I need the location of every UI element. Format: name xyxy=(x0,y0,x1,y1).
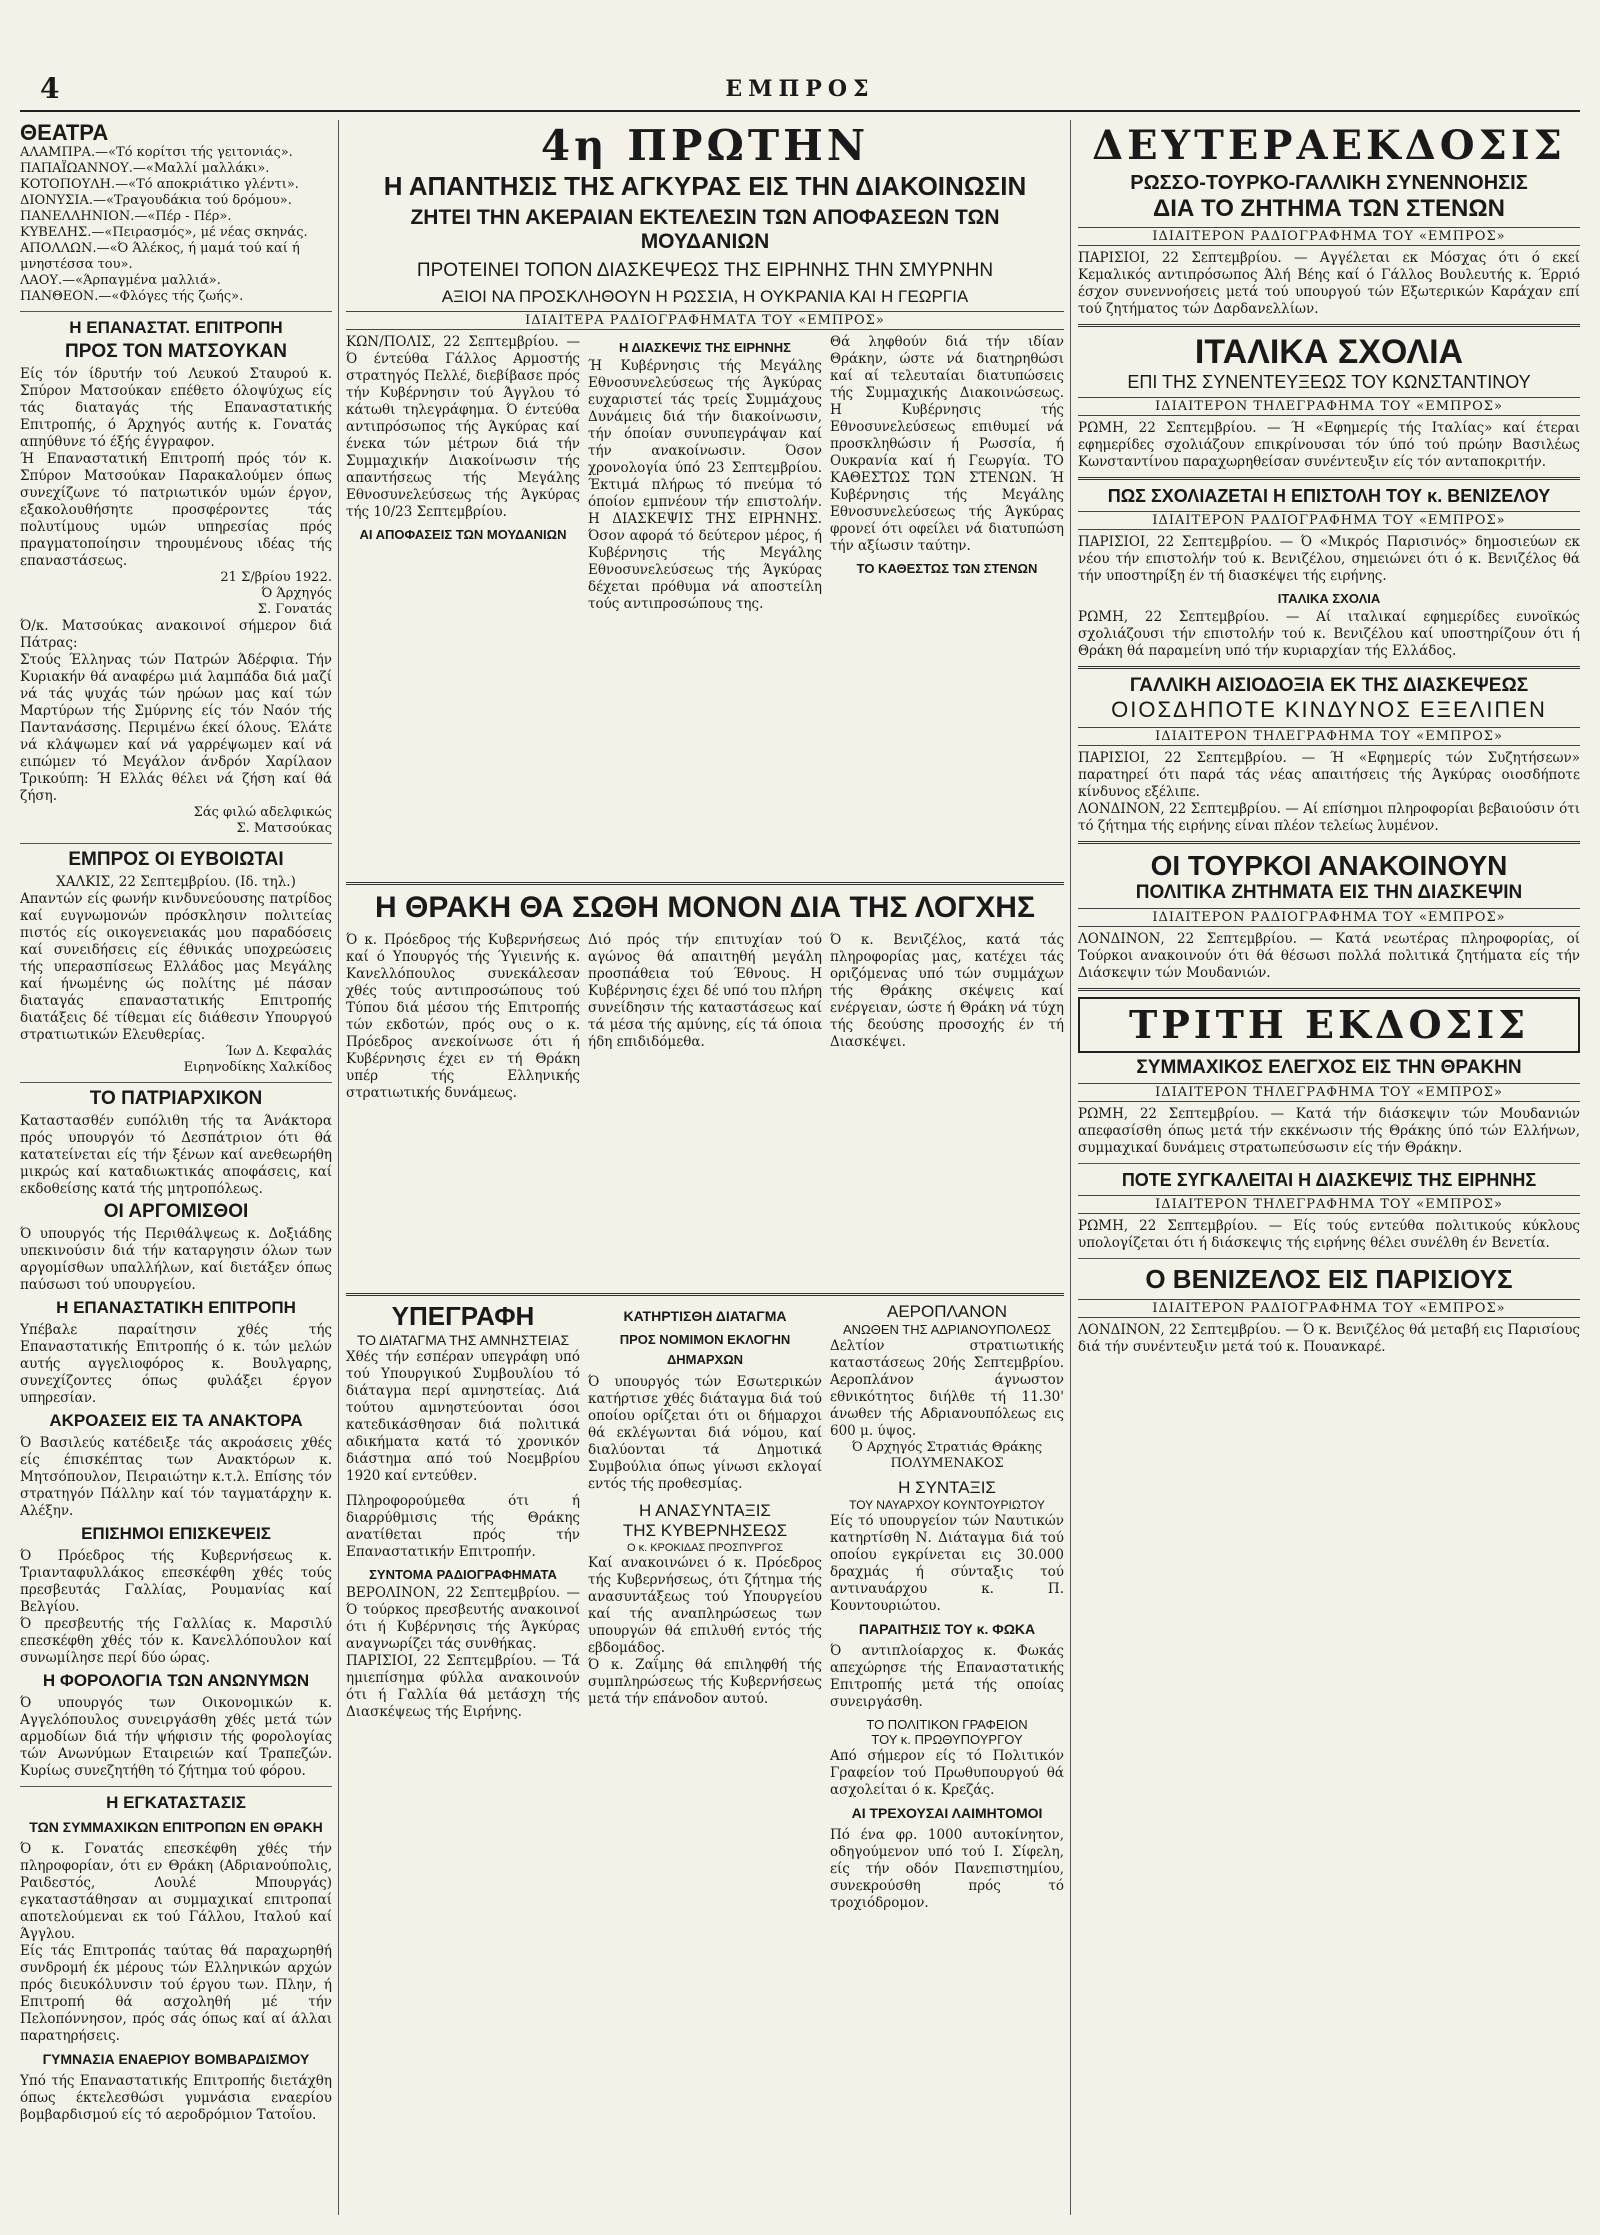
article-body: Χθές τήν εσπέραν υπεγράφη υπό τού Υπουργικού Συμβουλίου τό διάταγμα περί αμνηστείας. Διά τούτου αμνηστεύονται όσοι κατεδικάσθησαν διά πολιτικά αδικήματα κατά τό χρονικόν διάστημα από τού Νοεμβρίου 1920 καί εντεύθεν. xyxy=(346,1348,580,1484)
article-body: Υπέβαλε παραίτησιν χθές τής Επαναστατικής Επιτροπής ό κ. τών μελών αυτής αγγελιοφόρος κ. Βουλγαρης, συνεχίζοντες όπως φυλάξει έργον υπηρεσίαν. xyxy=(20,1322,332,1407)
signature: Ειρηνοδίκης Χαλκίδος xyxy=(183,1060,332,1076)
credit-line: ΙΔΙΑΙΤΕΡΟΝ ΤΗΛΕΓΡΑΦΗΜΑ ΤΟΥ «ΕΜΠΡΟΣ» xyxy=(1078,1195,1580,1214)
article-title: Ο ΒΕΝΙΖΕΛΟΣ ΕΙΣ ΠΑΡΙΣΙΟΥΣ xyxy=(1145,1263,1513,1294)
article-title: ΟΙ ΤΟΥΡΚΟΙ ΑΝΑΚΟΙΝΟΥΝ xyxy=(1150,850,1508,882)
article-title: ΓΑΛΛΙΚΗ ΑΙΣΙΟΔΟΞΙΑ ΕΚ ΤΗΣ ΔΙΑΣΚΕΨΕΩΣ xyxy=(1129,674,1529,696)
article-title: Ο κ. ΚΡΟΚΙΔΑΣ ΠΡΟΣΠΥΡΓΟΣ xyxy=(626,1541,784,1554)
credit-line: ΙΔΙΑΙΤΕΡΑ ΡΑΔΙΟΓΡΑΦΗΜΑΤΑ ΤΟΥ «ΕΜΠΡΟΣ» xyxy=(346,311,1064,330)
article-body: ΡΩΜΗ, 22 Σεπτεμβρίου. — Αί ιταλικαί εφημερίδες ευνοϊκώς σχολιάζουσι τήν επιστολήν τού κ. Βενιζέλου καί υποστηρίζουν ότι ή Θράκη θά παραμείνη υπό τήν κυριαρχίαν τής Ελλάδος. xyxy=(1078,608,1580,659)
signature: Ό Αρχηγός Στρατιάς Θράκης xyxy=(851,1439,1043,1455)
article-title: ΙΤΑΛΙΚΑ ΣΧΟΛΙΑ xyxy=(1194,332,1464,371)
dateline: ΧΑΛΚΙΣ, 22 Σεπτεμβρίου. (Ιδ. τηλ.) xyxy=(56,874,296,891)
subhead: ΑΙ ΑΠΟΦΑΣΕΙΣ ΤΩΝ ΜΟΥΔΑΝΙΩΝ xyxy=(359,527,567,543)
list-item: ΠΑΝΕΛΛΗΝΙΟΝ.—«Πέρ - Πέρ». xyxy=(20,209,232,225)
credit-line: ΙΔΙΑΙΤΕΡΟΝ ΤΗΛΕΓΡΑΦΗΜΑ ΤΟΥ «ΕΜΠΡΟΣ» xyxy=(1078,397,1580,416)
headline-sub: ΑΞΙΟΙ ΝΑ ΠΡΟΣΚΛΗΘΟΥΝ Η ΡΩΣΣΙΑ, Η ΟΥΚΡΑΝΙΑ ΚΑΙ Η ΓΕΩΡΓΙΑ xyxy=(441,286,969,306)
subhead: ΙΤΑΛΙΚΑ ΣΧΟΛΙΑ xyxy=(1277,590,1381,606)
signature: ΠΟΛΥΜΕΝΑΚΟΣ xyxy=(890,1455,1004,1471)
article-title: Η ΕΠΑΝΑΣΤΑΤ. ΕΠΙΤΡΟΠΗ xyxy=(69,318,283,338)
second-edition-banner: ΔΕΥΤΕΡΑΕΚΔΟΣΙΣ xyxy=(1092,122,1566,169)
article-body: ΚΩΝ/ΠΟΛΙΣ, 22 Σεπτεμβρίου. — Ό έντεύθα Γάλλος Αρμοστής στρατηγός Πελλέ, διεβίβασε πρός τήν Κυβέρνησιν τού Άγγλου τό κάτωθι τηλεγράφημα. Ό έντεύθα αντιπρόσωπος τής Άγκύρας καί ένεκα τών μέτρων διά τήν Συμμαχικήν Διακοίνωσιν τής απαντήσεως τής Μεγάλης Εθνοσυνελεύσεως τής Άγκύρας τής 10/23 Σεπτεμβρίου. xyxy=(346,334,580,521)
article-body: Υπό τής Επαναστατικής Επιτροπής διετάχθη όπως έκτελεσθώσι γυμνάσια εναερίου βομβαρδισμού είς τό αεροδρόμιον Τατοΐου. xyxy=(20,2073,332,2124)
article-title: ΤΩΝ ΣΥΜΜΑΧΙΚΩΝ ΕΠΙΤΡΟΠΩΝ ΕΝ ΘΡΑΚΗ xyxy=(29,1819,323,1836)
article-body: Καταστασθέν ευπόλιθη τής τα Άνάκτορα πρός υπουργόν τό Δεσπάτριον ότι θά κατατείνεται είς τήν ξένων καί ανεθεωρήθη μικρώς καί καταδιωκτικάς αποφάσεις, καί εκδοθείσης κατά τής μητροπόλεως. xyxy=(20,1113,332,1198)
article-title: ΔΙΑ ΤΟ ΖΗΤΗΜΑ ΤΩΝ ΣΤΕΝΩΝ xyxy=(1153,195,1505,222)
article-body: Ή Επαναστατική Επιτροπή πρός τόν κ. Σπύρον Ματσούκαν Παρακαλούμεν όπως συνεχίζωνε τό πατριωτικόν υμών έργον, εξακολουθήσητε προσφέροντες τάς πολυτίμους υμών υπηρεσίας πρός πραγματοποίησιν τηρουμένους ιδέας τής επαναστάσεως. xyxy=(20,451,332,570)
third-edition-banner: ΤΡΙΤΗ ΕΚΔΟΣΙΣ xyxy=(1078,997,1580,1053)
article-title: ΑΕΡΟΠΛΑΝΟΝ xyxy=(887,1301,1007,1321)
page-number: 4 xyxy=(40,72,60,105)
article-title: ΤΟ ΠΑΤΡΙΑΡΧΙΚΟΝ xyxy=(89,1088,263,1110)
credit-line: ΙΔΙΑΙΤΕΡΟΝ ΡΑΔΙΟΓΡΑΦΗΜΑ ΤΟΥ «ΕΜΠΡΟΣ» xyxy=(1078,1299,1580,1318)
paper-name: ΕΜΠΡΟΣ xyxy=(725,76,875,102)
article-body: ΛΟΝΔΙΝΟΝ, 22 Σεπτεμβρίου. — Ό κ. Βενιζέλος θά μεταβή εις Παρισίους διά τήν συνέντευξιν μετά τού κ. Πουανκαρέ. xyxy=(1078,1321,1580,1355)
article-body: Από σήμερον είς τό Πολιτικόν Γραφείον τού Πρωθυπουργού θά ασχολείται ό κ. Κρεζάς. xyxy=(830,1747,1064,1798)
article-body: ΠΑΡΙΣΙΟΙ, 22 Σεπτεμβρίου. — Ό «Μικρός Παρισινός» δημοσιεύων εκ νέου τήν επιστολήν τού κ. Βενιζέλου, σημειώνει ότι ό κ. Βενιζέλος θά τήν υποστηρίξη έν τή διασκέψει τής ειρήνης. xyxy=(1078,533,1580,584)
article-body: ΡΩΜΗ, 22 Σεπτεμβρίου. — Είς τούς εντεύθα πολιτικούς κύκλους υπολογίζεται ότι ή διάσκεψις τής ειρήνης θέλει συνέλθη έν Βενετία. xyxy=(1078,1217,1580,1251)
article-body: Ό κ. Ζαΐμης θά επιληφθή τής συμπληρώσεως τής Κυβερνήσεως μετά τήν επάνοδον αυτού. xyxy=(588,1656,822,1707)
article-body: Ό Βασιλεύς κατέδειξε τάς ακροάσεις χθές είς έπισκέπτας των Ανακτόρων κ. Μητσόπουλον, Πειραιώτην κ.τ.λ. Επίσης τόν στρατηγόν Πάλλην καί τόν ταγματάρχην κ. Αλέξην. xyxy=(20,1435,332,1520)
article-title: ΠΡΟΣ ΤΟΝ ΜΑΤΣΟΥΚΑΝ xyxy=(65,341,287,363)
article-body: Καί ανακοινώνει ό κ. Πρόεδρος τής Κυβερνήσεως, ότι ζήτημα τής ανασυντάξεως τού Υπουργείου καί τής αναπληρώσεως των υπουργών θά επιλυθή εντός τής εβδομάδος. xyxy=(588,1554,822,1656)
signature: Σ. Γονατάς xyxy=(257,602,332,618)
article-title: Η ΕΓΚΑΤΑΣΤΑΣΙΣ xyxy=(106,1793,246,1813)
article-title: ΕΠΙΣΗΜΟΙ ΕΠΙΣΚΕΨΕΙΣ xyxy=(81,1524,271,1544)
subhead: ΤΟ ΚΑΘΕΣΤΩΣ ΤΩΝ ΣΤΕΝΩΝ xyxy=(856,561,1038,577)
article-title: ΤΟΥ κ. ΠΡΩΘΥΠΟΥΡΓΟΥ xyxy=(871,1732,1023,1748)
article-body: Ή Κυβέρνησις τής Μεγάλης Εθνοσυνελεύσεως τής Άγκύρας ευχαριστεί τάς τρείς Συμμάχους Δυνάμεις διά τήν διακοίνωσιν, τήν όποίαν συνυπεγράψαν καί τήν ανακοίνωσιν. Όσον χρονολογία ύπό 23 Σεπτεμβρίου. Έκτιμά πλήρως τό πνεύμα τό όποίον εμπνέουν τήν επιστολήν. Η ΔΙΑΣΚΕΨΙΣ ΤΗΣ ΕΙΡΗΝΗΣ. Όσον αφορά τό δεύτερον μέρος, ή Κυβέρνησις τής Μεγάλης Εθνοσυνελεύσεως τής Άγκύρας δέχεται πρόθυμα νά αποστείλη τούς αντιπροσώπους της. xyxy=(588,358,822,613)
article-body: Θά ληφθούν διά τήν ιδίαν Θράκην, ώστε νά διατηρηθώσι καί αί τελευταίαι διατυπώσεις τής Συμμαχικής Διακοινώσεως. Η Κυβέρνησις τής Εθνοσυνελεύσεως επιθυμεί νά προσκληθώσιν ή Ρωσσία, ή Ουκρανία καί ή Γεωργία. ΤΟ ΚΑΘΕΣΤΩΣ ΤΩΝ ΣΤΕΝΩΝ. Ή Κυβέρνησις τής Μεγάλης Εθνοσυνελεύσεως τής Άγκύρας φρονεί ότι οφείλει νά διατυπώση τήν αξίωσιν ταύτην. xyxy=(830,334,1064,555)
article-body: Ό υπουργός τής Περιθάλψεως κ. Δοξιάδης υπεκινούσιν διά τήν καταργησιν όλων των αργομίσθων υπαλλήλων, καί διετάξεν όπως παύσωσι τού υπουργείου. xyxy=(20,1226,332,1294)
credit-line: ΙΔΙΑΙΤΕΡΟΝ ΡΑΔΙΟΓΡΑΦΗΜΑ ΤΟΥ «ΕΜΠΡΟΣ» xyxy=(1078,227,1580,246)
credit-line: ΙΔΙΑΙΤΕΡΟΝ ΤΗΛΕΓΡΑΦΗΜΑ ΤΟΥ «ΕΜΠΡΟΣ» xyxy=(1078,1083,1580,1102)
article-title: ΚΑΤΗΡΤΙΣΘΗ ΔΙΑΤΑΓΜΑ xyxy=(623,1307,787,1324)
article-body: Πληροφορούμεθα ότι ή διαρρύθμισις τής Θράκης ανατίθεται πρός τήν Επαναστατικήν Επιτροπήν. xyxy=(346,1492,580,1560)
list-item: ΔΙΟΝΥΣΙΑ.—«Τραγουδάκια τού δρόμου». xyxy=(20,193,292,209)
article-body: Ό υπουργός των Οικονομικών κ. Αγγελόπουλος συνειργάσθη χθές μετά τών αρμοδίων διά τήν ψήφισιν τής φορολογίας τών Ανωνύμων Εταιρειών καί Τραπεζών. Κυρίως συνεζητήθη τό ζήτημα τού φόρου. xyxy=(20,1695,332,1780)
list-item: ΚΥΒΕΛΗΣ.—«Πειρασμός», μέ νέας σκηνάς. xyxy=(20,225,308,241)
article-body: ΠΑΡΙΣΙΟΙ, 22 Σεπτεμβρίου. — Ή «Εφημερίς τών Συζητήσεων» παρατηρεί ότι παρά τάς νέας απαιτήσεις τής Άγκύρας οιοσδήποτε κίνδυνος εξέλιπε. xyxy=(1078,750,1580,801)
lower-center xyxy=(346,1302,1064,1912)
center-banner: 4η ΠΡΩΤΗΝ xyxy=(540,121,870,170)
list-item: ΚΟΤΟΠΟΥΛΗ.—«Τό αποκριάτικο γλέντι». xyxy=(20,177,299,193)
left-column xyxy=(20,120,332,2215)
article-body: ΠΑΡΙΣΙΟΙ, 22 Σεπτεμβρίου. — Τά ημιεπίσημα φύλλα ανακοινούν ότι ή Γαλλία θά μετάσχη τής Διασκέψεως τής Ειρήνης. xyxy=(346,1652,580,1720)
article-title: ΠΡΟΣ ΝΟΜΙΜΟΝ ΕΚΛΟΓΗΝ ΔΗΜΑΡΧΩΝ xyxy=(619,1331,791,1367)
theatres-title: ΘΕΑΤΡΑ xyxy=(20,120,109,145)
list-item: ΛΑΟΥ.—«Άρπαγμένα μαλλιά». xyxy=(20,273,221,289)
credit-line: ΙΔΙΑΙΤΕΡΟΝ ΡΑΔΙΟΓΡΑΦΗΜΑ ΤΟΥ «ΕΜΠΡΟΣ» xyxy=(1078,511,1580,530)
thrace-article xyxy=(346,932,1064,1287)
article-body: Ό κ. Βενιζέλος, κατά τάς πληροφορίας μας, κατέχει τάς οριζόμενας υπό τών συμμάχων τής Θράκης σκέψεις καί ενέργειαν, ώστε ή Θράκη νά τύχη τής δεούσης προσοχής έν τή Διασκέψει. xyxy=(830,931,1064,1050)
list-item: ΠΑΠΑΪΩΑΝΝΟΥ.—«Μαλλί μαλλάκι». xyxy=(20,161,270,177)
article-title: ΑΝΩΘΕΝ ΤΗΣ ΑΔΡΙΑΝΟΥΠΟΛΕΩΣ xyxy=(842,1322,1052,1338)
right-column xyxy=(1078,120,1580,2215)
credit-line: ΙΔΙΑΙΤΕΡΟΝ ΤΗΛΕΓΡΑΦΗΜΑ ΤΟΥ «ΕΜΠΡΟΣ» xyxy=(1078,727,1580,746)
article-body: ΡΩΜΗ, 22 Σεπτεμβρίου. — Ή «Εφημερίς τής Ιταλίας» καί έτεραι εφημερίδες σχολιάζουν επικρίνουσαι τόν ύπό τού πρώην Βασιλέως Κωνσταντίνου παραχωρηθείσαν συνέντευξιν είς τόν ανταποκριτήν. xyxy=(1078,420,1580,471)
article-title: ΓΥΜΝΑΣΙΑ ΕΝΑΕΡΙΟΥ ΒΟΜΒΑΡΔΙΣΜΟΥ xyxy=(42,2051,310,2068)
article-title: ΕΜΠΡΟΣ ΟΙ ΕΥΒΟΙΩΤΑΙ xyxy=(68,849,284,871)
article-body: ΠΑΡΙΣΙΟΙ, 22 Σεπτεμβρίου. — Αγγέλεται εκ Μόσχας ότι ό εκεί Κεμαλικός αντιπρόσωπος Άλή Βέης καί ό Γάλλος Βουλευτής κ. Έρριό έσχον συνεννοήσεις μετά τού υπουργού τών Εξωτερικών Καράχαν επί τού ζητήματος τών Δαρδανελλίων. xyxy=(1078,249,1580,317)
signature: Ίων Δ. Κεφαλάς xyxy=(225,1044,332,1060)
signature: Ό Άρχηγός xyxy=(261,586,332,602)
article-body: Ό αντιπλοίαρχος κ. Φωκάς απεχώρησε τής Επαναστατικής Επιτροπής μετά τής οποίας συνειργάσθη. xyxy=(830,1642,1064,1710)
article-title: ΤΟ ΠΟΛΙΤΙΚΟΝ ΓΡΑΦΕΙΟΝ xyxy=(866,1716,1028,1732)
headline-sub: ΖΗΤΕΙ ΤΗΝ ΑΚΕΡΑΙΑΝ ΕΚΤΕΛΕΣΙΝ ΤΩΝ ΑΠΟΦΑΣΕΩΝ ΤΩΝ ΜΟΥΔΑΝΙΩΝ xyxy=(410,205,1000,254)
article-body: Είς τόν ίδρυτήν τού Λευκού Σταυρού κ. Σπύρον Ματσούκαν επέθετο όλοψύχως είς τάς διαταγάς τής Επαναστατικής Επιτροπής, ό Άρχηγός αυτής κ. Γονατάς απηύθυνε τό έξής έγγραφον. xyxy=(20,366,332,451)
article-body: Ό κ. Γονατάς επεσκέφθη χθές τήν πληροφορίαν, ότι εν Θράκη (Αδριανούπολις, Ραιδεστός, Λουλέ Μπουργάς) εγκαταστάθησαν αι συμμαχικαί επιτροπαί αποτελούμεναι εκ τού Γάλλου, Ιταλού καί Άγγλου. xyxy=(20,1841,332,1943)
article-title: Η ΑΝΑΣΥΝΤΑΞΙΣ xyxy=(639,1500,771,1520)
article-body: Ό Πρόεδρος τής Κυβερνήσεως κ. Τριανταφυλλάκος επεσκέφθη χθές τούς πρεσβευτάς Γαλλίας, Ρουμανίας καί Βελγίου. xyxy=(20,1548,332,1616)
article-body: ΛΟΝΔΙΝΟΝ, 22 Σεπτεμβρίου. — Αί επίσημοι πληροφορίαι βεβαιούσιν ότι τό ζήτημα τής ειρήνης είναι πλέον τελείως λυμένον. xyxy=(1078,801,1580,835)
signature: Σ. Ματσούκας xyxy=(236,821,332,837)
article-title: ΠΑΡΑΙΤΗΣΙΣ ΤΟΥ κ. ΦΩΚΑ xyxy=(858,1620,1036,1637)
headline-sub: ΠΡΟΤΕΙΝΕΙ ΤΟΠΟΝ ΔΙΑΣΚΕΨΕΩΣ ΤΗΣ ΕΙΡΗΝΗΣ ΤΗΝ ΣΜΥΡΝΗΝ xyxy=(416,260,994,282)
article-title: ΠΟΤΕ ΣΥΓΚΑΛΕΙΤΑΙ Η ΔΙΑΣΚΕΨΙΣ ΤΗΣ ΕΙΡΗΝΗΣ xyxy=(1121,1170,1537,1191)
article-title: ΠΟΛΙΤΙΚΑ ΖΗΤΗΜΑΤΑ ΕΙΣ ΤΗΝ ΔΙΑΣΚΕΨΙΝ xyxy=(1135,882,1523,904)
article-body: Ό κ. Πρόεδρος τής Κυβερνήσεως καί ό Υπουργός τής Ύγιεινής κ. Κανελλόπουλος συνεκάλεσαν χθές τούς αντιπροσώπους τού Τύπου διά μέσου τής Επιτροπής τών εκδοτών, πρός ους ο κ. Πρόεδρος ανεκοίνωσε ότι ή Κυβέρνησις έχει εν τή Θράκη υπέρ τής Ελληνικής στρατιωτικής δυνάμεως. xyxy=(346,931,580,1101)
dateline: 21 Σ/βρίου 1922. xyxy=(220,570,332,586)
headline-main: Η ΑΠΑΝΤΗΣΙΣ ΤΗΣ ΑΓΚΥΡΑΣ ΕΙΣ ΤΗΝ ΔΙΑΚΟΙΝΩΣΙΝ xyxy=(383,171,1027,201)
list-item: ΑΛΑΜΠΡΑ.—«Τό κορίτσι τής γειτονιάς». xyxy=(20,145,293,161)
article-title: Η ΕΠΑΝΑΣΤΑΤΙΚΗ ΕΠΙΤΡΟΠΗ xyxy=(56,1298,296,1318)
signature: Σάς φιλώ αδελφικώς xyxy=(193,805,332,821)
subhead: ΣΥΝΤΟΜΑ ΡΑΔΙΟΓΡΑΦΗΜΑΤΑ xyxy=(369,1566,557,1582)
article-body: ΒΕΡΟΛΙΝΟΝ, 22 Σεπτεμβρίου. — Ό τούρκος πρεσβευτής ανακοινοί ότι ή Κυβέρνησις τής Άγκύρας αναγνωρίζει τάς συνθήκας. xyxy=(346,1584,580,1652)
article-body: Είς τάς Επιτροπάς ταύτας θά παραχωρηθή συνδρομή έκ μέρους τών Ελληνικών αρχών πρός διευκόλυνσιν τού έργου των. Πλην, ή Επιτροπή θά ασχοληθή μέ τήν Πελοπόννησον, πρός σάς όπως καί αί άλλαι παρατηρήσεις. xyxy=(20,1943,332,2045)
article-title: ΟΙΟΣΔΗΠΟΤΕ ΚΙΝΔΥΝΟΣ ΕΞΕΛΙΠΕΝ xyxy=(1111,696,1547,722)
article-body: ΛΟΝΔΙΝΟΝ, 22 Σεπτεμβρίου. — Κατά νεωτέρας πληροφορίας, οί Τούρκοι ανακοινούν ότι θά θέσωσι πολλά πολιτικά ζητήματα είς τήν Διάσκεψιν τών Μουδανιών. xyxy=(1078,931,1580,982)
article-title: ΣΥΜΜΑΧΙΚΟΣ ΕΛΕΓΧΟΣ ΕΙΣ ΤΗΝ ΘΡΑΚΗΝ xyxy=(1136,1057,1522,1079)
article-title: ΕΠΙ ΤΗΣ ΣΥΝΕΝΤΕΥΞΕΩΣ ΤΟΥ ΚΩΝΣΤΑΝΤΙΝΟΥ xyxy=(1127,371,1531,392)
article-body: ΡΩΜΗ, 22 Σεπτεμβρίου. — Κατά τήν διάσκεψιν τών Μουδανιών απεφασίσθη όπως μετά τήν εκκένωσιν τής Θράκης ύπό τών Ελλήνων, συμμαχικαί δυνάμεις στρατωπεύσωσιν είς τήν Θράκην. xyxy=(1078,1106,1580,1157)
theatres-list xyxy=(20,145,332,305)
article-title: ΠΩΣ ΣΧΟΛΙΑΖΕΤΑΙ Η ΕΠΙΣΤΟΛΗ ΤΟΥ κ. ΒΕΝΙΖΕΛΟΥ xyxy=(1107,486,1551,507)
headline-thrace: Η ΘΡΑΚΗ ΘΑ ΣΩΘΗ ΜΟΝΟΝ ΔΙΑ ΤΗΣ ΛΟΓΧΗΣ xyxy=(375,891,1035,925)
article-body: Ό πρεσβευτής τής Γαλλίας κ. Μαρσιλύ επεσκέφθη χθές τόν κ. Κανελλόπουλον καί συνωμίλησε περί δύο ώρας. xyxy=(20,1616,332,1667)
article-title: Η ΦΟΡΟΛΟΓΙΑ ΤΩΝ ΑΝΩΝΥΜΩΝ xyxy=(42,1671,310,1691)
article-body: Διό πρός τήν επιτυχίαν τού αγώνος θά απαιτηθή μεγάλη προσπάθεια τού Έθνους. Η Κυβέρνησις έχει δέ υπό του πλήρη συνείδησιν τής καταστάσεως καί τά μέσα τής αμύνης, είς τά όποια ήδη επιδιδόμεθα. xyxy=(588,931,822,1050)
list-item: ΠΑΝΘΕΟΝ.—«Φλόγες τής ζωής». xyxy=(20,289,244,305)
article-body: Είς τό υπουργείον τών Ναυτικών κατηρτίσθη Ν. Διάταγμα διά τού οποίου εγκρίνεται εις 30.000 δραχμάς ή σύνταξις τού αντιναυάρχου κ. Π. Κουντουριώτου. xyxy=(830,1512,1064,1614)
center-column xyxy=(346,120,1064,2215)
article-title: ΑΚΡΟΑΣΕΙΣ ΕΙΣ ΤΑ ΑΝΑΚΤΟΡΑ xyxy=(49,1411,303,1431)
masthead xyxy=(20,70,1580,112)
article-body: Πό ένα φρ. 1000 αυτοκίνητον, οδηγούμενον υπό τού Ι. Σίφελη, είς τήν οδόν Πανεπιστημίου, συνεκρούσθη πρός τό τροχιόδρομον. xyxy=(830,1826,1064,1911)
article-title: ΤΟ ΔΙΑΤΑΓΜΑ ΤΗΣ ΑΜΝΗΣΤΕΙΑΣ xyxy=(356,1331,570,1348)
article-title: ΤΗΣ ΚΥΒΕΡΝΗΣΕΩΣ xyxy=(622,1521,788,1541)
article-body: Απαντών είς φωνήν κινδυνεύουσης πατρίδος καί ευγνωμονών πρόσκλησιν πολιτείας πιστός είς οικογενειακάς μου παραδόσεις καί συνειδήσεις είς έθνικάς υποχρεώσεις τής υπερασπίσεως Ελλάδος μας Μεγάλης καί ήνωμένης ώς πολίτης μέ πάσαν διαταγάς επαναστατικής Επιτροπής διατάξεις δέ τίθεμαι είς διάθεσιν Υπουργού στρατιωτικών Ελευθερίας. xyxy=(20,891,332,1044)
article-title: ΤΟΥ ΝΑΥΑΡΧΟΥ ΚΟΥΝΤΟΥΡΙΩΤΟΥ xyxy=(849,1498,1045,1513)
article-title: Η ΣΥΝΤΑΞΙΣ xyxy=(898,1477,996,1497)
article-title: ΥΠΕΓΡΑΦΗ xyxy=(391,1300,535,1331)
ankara-article xyxy=(346,334,1064,876)
list-item: ΑΠΟΛΛΩΝ.—«Ό Άλέκος, ή μαμά τού καί ή μνηστέσσα του». xyxy=(20,241,300,273)
article-body: Ό/κ. Ματσούκας ανακοινοί σήμερον διά Πάτρας: xyxy=(20,618,332,652)
article-title: ΟΙ ΑΡΓΟΜΙΣΘΟΙ xyxy=(103,1201,249,1223)
subhead: Η ΔΙΑΣΚΕΨΙΣ ΤΗΣ ΕΙΡΗΝΗΣ xyxy=(619,340,791,356)
article-title: ΑΙ ΤΡΕΧΟΥΣΑΙ ΛΑΙΜΗΤΟΜΟΙ xyxy=(851,1804,1043,1821)
credit-line: ΙΔΙΑΙΤΕΡΟΝ ΡΑΔΙΟΓΡΑΦΗΜΑ ΤΟΥ «ΕΜΠΡΟΣ» xyxy=(1078,908,1580,927)
article-title: ΡΩΣΣΟ-ΤΟΥΡΚΟ-ΓΑΛΛΙΚΗ ΣΥΝΕΝΝΟΗΣΙΣ xyxy=(1130,172,1528,194)
article-body: Δελτίον στρατιωτικής καταστάσεως 20ής Σεπτεμβρίου. Αεροπλάνον άγνωστον εθνικότητος διήλθε τή 11.30' άνωθεν τής Αδριανουπόλεως εις 600 μ. ύψος. xyxy=(830,1337,1064,1439)
article-body: Στούς Έλληνας τών Πατρών Άδέρφια. Τήν Κυριακήν θά αναφέρω μιά λαμπάδα διά μαζί νά τάς ψυχάς τών ηρώων μας καί τών Μαρτύρων τής Σμύρνης είς τόν Ναόν τής Παντανάσσης. Περιμένω έκεί όλους. Έλάτε νά κλάψωμεν καί νά γαρρέψωμεν καί νά ειπώμεν τό Μεγάλον άνδρόν Χαρίλαον Τρικούπη: Ή Ελλάς θέλει νά ζήση καί θά ζήση. xyxy=(20,652,332,805)
article-body: Ό υπουργός τών Εσωτερικών κατήρτισε χθές διάταγμα διά τού οποίου ορίζεται ότι οι δήμαρχοι θά εκλέγωνται διά νόμου, καί διαλύονται τά Δημοτικά Συμβούλια όπως γίνωσι εκλογαί εντός τής προθεσμίας. xyxy=(588,1373,822,1492)
